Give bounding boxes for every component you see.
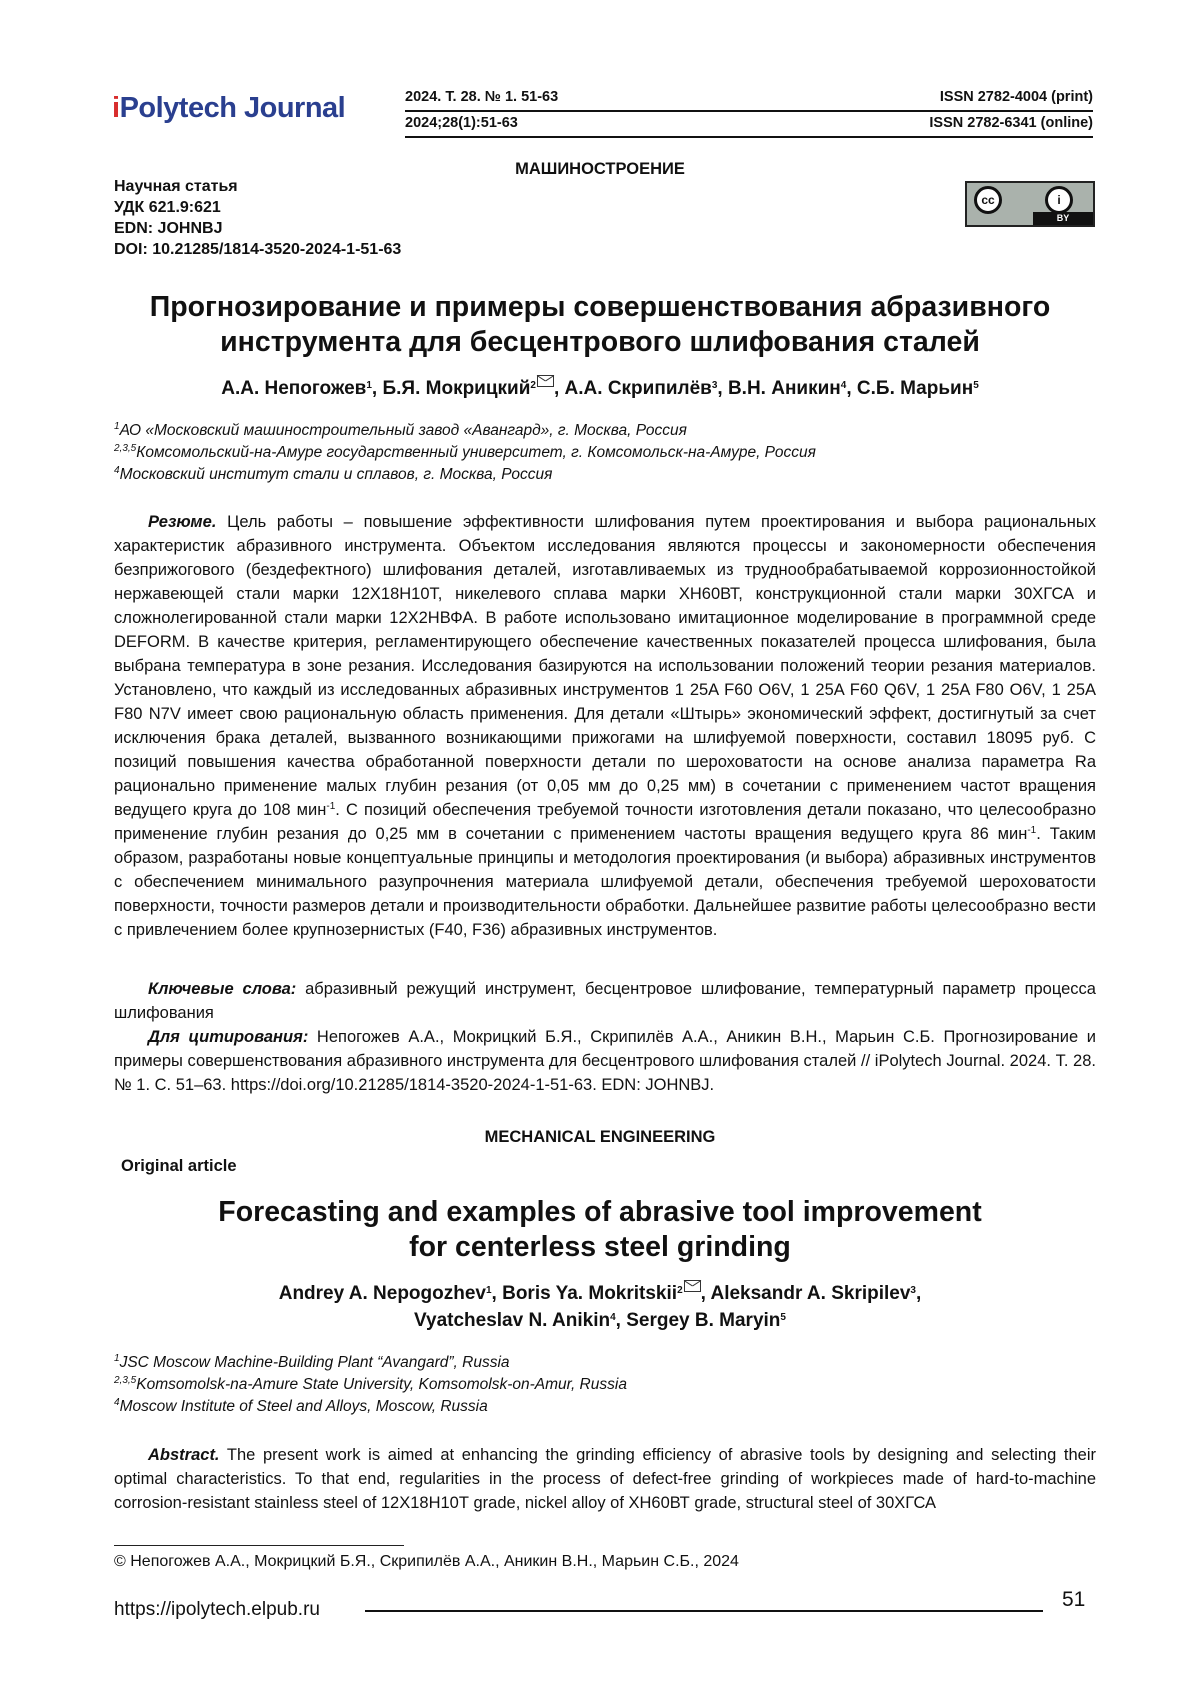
- mail-icon[interactable]: [537, 375, 554, 387]
- citation-ru-text[interactable]: Непогожев А.А., Мокрицкий Б.Я., Скрипилёв А.А., Аникин В.Н., Марьин С.Б. Прогнозирование и примеры совершенствования абразивного инструмента для бесцентрового шлифования сталей // iPolytech Journal. 2024. Т. 28. № 1. С. 51–63. https://doi.org/10.21285/1814-3520-2024-1-51-63. EDN: JOHNBJ.: [114, 1028, 1097, 1094]
- edn: EDN: JOHNBJ: [114, 220, 223, 237]
- author-name[interactable]: Б.Я. Мокрицкий: [382, 378, 531, 399]
- author-sup: 4: [840, 380, 847, 391]
- abstract-ru-sup: -1: [326, 801, 336, 812]
- title-en-line2: for centerless steel grinding: [409, 1231, 791, 1263]
- author-sup: 1: [366, 380, 372, 391]
- author-name[interactable]: Aleksandr A. Skripilev: [710, 1283, 911, 1304]
- cc-by-license-badge[interactable]: [965, 181, 1095, 227]
- abstract-ru-text-a: Цель работы – повышение эффективности шлифования путем проектирования и выбора рациональных характеристик абразивного инструмента. Объектом исследования являются процессы и закономерности обеспечения безприжогового (бездефектного) шлифования деталей, изготавливаемых из труднообрабатываемой коррозионностойкой нержавеющей стали марки 12Х18Н10Т, никелевого сплава марки ХН60ВТ, конструкционной стали марки 30ХГСА и сложнолегированной стали марки 12Х2НВФА. В работе использовано имитационное моделирование в программной среде DEFORM. В качестве критерия, регламентирующего обеспечение качественных показателей процесса шлифования, была выбрана температура в зоне резания. Исследования базируются на использовании положений теории резания материалов. Установлено, что каждый из исследованных абразивных инструментов 1 25A F60 O6V, 1 25A F60 Q6V, 1 25A F80 O6V, 1 25A F80 N7V имеет свою рациональную область применения. Для детали «Штырь» экономический эффект, достигнутый за счет исключения брака деталей, вызванного возникающими прижогами на шлифуемой поверхности, составил 18095 руб. С позиций повышения качества обработанной поверхности детали по шероховатости на основе анализа параметра Ra рационально применение малых глубин резания (от 0,05 мм до 0,25 мм) в сочетании с применением частот вращения ведущего круга до 108 мин: [114, 513, 1096, 819]
- title-ru: [0, 290, 1200, 360]
- abstract-ru: [114, 510, 1096, 942]
- section-title-en: MECHANICAL ENGINEERING: [484, 1128, 716, 1146]
- affiliation: $^1$JSC Moscow Machine-Building Plant “Avangard”, Russia: [114, 1353, 510, 1371]
- author-sup: 3: [711, 380, 718, 391]
- affiliations-ru: [114, 420, 816, 486]
- header-citation-en: 2024;28(1):51-63: [405, 115, 518, 131]
- author-sup: 2: [677, 1285, 683, 1296]
- logo-i: i: [112, 92, 120, 124]
- author-name[interactable]: Vyatcheslav N. Anikin: [414, 1310, 611, 1331]
- keywords-ru: [114, 977, 1096, 1025]
- doi[interactable]: DOI: 10.21285/1814-3520-2024-1-51-63: [114, 241, 402, 258]
- original-article-label: Original article: [121, 1157, 237, 1175]
- author-name[interactable]: С.Б. Марьин: [856, 378, 974, 399]
- header-issn-print: ISSN 2782-4004 (print): [939, 89, 1093, 105]
- author-name[interactable]: Boris Ya. Mokritskii: [502, 1283, 678, 1304]
- header-citation-ru: 2024. Т. 28. № 1. 51-63: [405, 89, 559, 105]
- abstract-en-text: The present work is aimed at enhancing the grinding efficiency of abrasive tools by designing and selecting their optimal characteristics. To that end, regularities in the process of defect-free grinding of workpieces made of hard-to-machine corrosion-resistant stainless steel of 12Х18Н10Т grade, nickel alloy of ХН60ВТ grade, structural steel of 30ХГСА: [114, 1446, 1096, 1512]
- by-label: BY: [1033, 212, 1093, 225]
- copyright-notice: © Непогожев А.А., Мокрицкий Б.Я., Скрипилёв А.А., Аникин В.Н., Марьин С.Б., 2024: [114, 1553, 739, 1570]
- author-name[interactable]: Sergey B. Maryin: [626, 1310, 781, 1331]
- author-sup: 1: [485, 1285, 492, 1296]
- abstract-en-label: Abstract.: [148, 1446, 220, 1464]
- section-title-ru: МАШИНОСТРОЕНИЕ: [515, 160, 685, 178]
- footer-divider: [365, 1610, 1043, 1612]
- title-ru-line2: инструмента для бесцентрового шлифования сталей: [220, 326, 980, 358]
- logo-text: Polytech Journal: [119, 92, 346, 124]
- authors-en: Andrey A. Nepogozhev$^1$, Boris Ya. Mokritskii$^2$ , Aleksandr A. Skripilev$^3$, Vyatcheslav N. Anikin$^4$, Sergey B. Maryin$^5$: [0, 1280, 1200, 1334]
- journal-url-link[interactable]: https://ipolytech.elpub.ru: [114, 1599, 320, 1620]
- author-sup: 3: [910, 1285, 916, 1296]
- abstract-en: [114, 1443, 1096, 1515]
- header-divider-1: [405, 110, 1093, 112]
- abstract-ru-sup: -1: [1027, 825, 1037, 836]
- author-sup: 5: [780, 1312, 786, 1323]
- citation-ru: [114, 1025, 1096, 1097]
- article-type: Научная статья: [114, 178, 238, 195]
- header-issn-online: ISSN 2782-6341 (online): [929, 115, 1093, 131]
- affiliation: $^4$Московский институт стали и сплавов, г. Москва, Россия: [114, 465, 553, 483]
- author-sup: 2: [530, 380, 536, 391]
- abstract-ru-text-b: . С позиций обеспечения требуемой точности изготовления детали показано, что целесообразно применение глубин резания до 0,25 мм в сочетании с применением частоты вращения ведущего круга 86 мин: [114, 801, 1097, 843]
- mail-icon[interactable]: [684, 1280, 701, 1292]
- author-name[interactable]: В.Н. Аникин: [727, 378, 841, 399]
- header-divider-2: [405, 136, 1093, 138]
- title-en-line1: Forecasting and examples of abrasive tool improvement: [218, 1196, 982, 1228]
- attribution-icon: i: [1045, 186, 1073, 214]
- authors-ru: А.А. Непогожев$^1$, Б.Я. Мокрицкий$^2$ , А.А. Скрипилёв$^3$, В.Н. Аникин$^4$, С.Б. Марьин$^5$: [0, 375, 1200, 402]
- keywords-ru-text: абразивный режущий инструмент, бесцентровое шлифование, температурный параметр процесса шлифования: [114, 980, 1096, 1022]
- affiliation: $^4$Moscow Institute of Steel and Alloys, Moscow, Russia: [114, 1397, 488, 1415]
- cc-icon: cc: [974, 186, 1002, 214]
- journal-logo: [112, 92, 345, 125]
- affiliation: $^{2,3,5}$Комсомольский-на-Амуре государственный университет, г. Комсомольск-на-Амуре, Россия: [114, 443, 816, 461]
- title-ru-line1: Прогнозирование и примеры совершенствования абразивного: [149, 291, 1051, 323]
- abstract-ru-label: Резюме.: [148, 513, 217, 531]
- page-number: 51: [1062, 1588, 1086, 1611]
- udk: УДК 621.9:621: [114, 199, 221, 216]
- article-meta: [114, 176, 401, 260]
- author-name[interactable]: А.А. Непогожев: [221, 378, 367, 399]
- citation-ru-label: Для цитирования:: [148, 1028, 309, 1046]
- author-sup: 5: [973, 380, 979, 391]
- abstract-ru-text-c: . Таким образом, разработаны новые концептуальные принципы и методология проектирования (и выбора) абразивных инструментов с обеспечением минимального разупрочнения материала шлифуемой детали, обеспечения требуемой шероховатости поверхности, точности размеров детали и производительности обработки. Дальнейшее развитие работы целесообразно вести с привлечением более крупнозернистых (F40, F36) абразивных инструментов.: [114, 825, 1096, 939]
- keywords-ru-label: Ключевые слова:: [148, 980, 297, 998]
- author-sup: 4: [610, 1312, 616, 1323]
- affiliation: $^{2,3,5}$Komsomolsk-na-Amure State University, Komsomolsk-on-Amur, Russia: [114, 1375, 627, 1393]
- affiliations-en: [114, 1352, 627, 1418]
- author-name[interactable]: А.А. Скрипилёв: [564, 378, 712, 399]
- footnote-divider: [114, 1545, 404, 1546]
- affiliation: $^1$АО «Московский машиностроительный завод «Авангард», г. Москва, Россия: [114, 421, 687, 439]
- author-name[interactable]: Andrey A. Nepogozhev: [278, 1283, 486, 1304]
- title-en: [0, 1195, 1200, 1265]
